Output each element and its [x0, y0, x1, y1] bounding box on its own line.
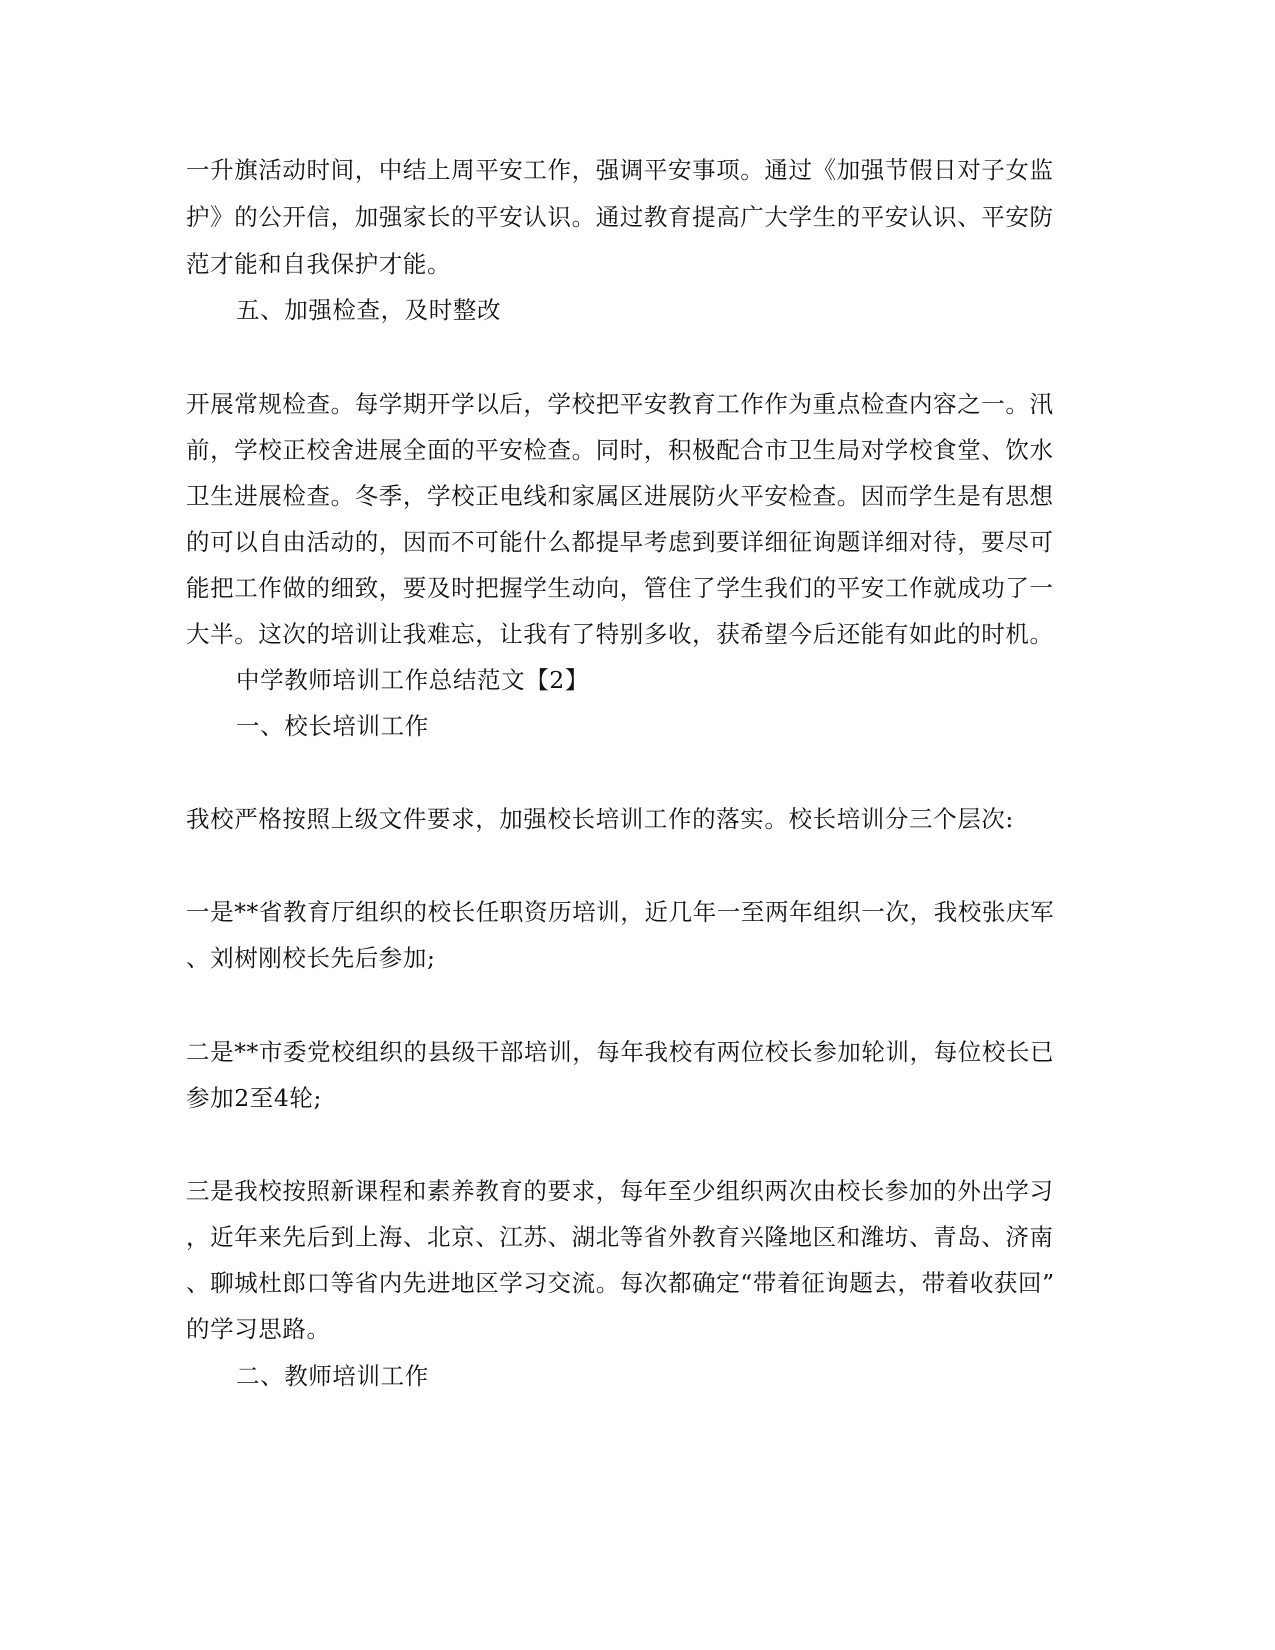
section-heading: 五、加强检查，及时整改 [236, 296, 502, 324]
body-text-line: 范才能和自我保护才能。 [186, 250, 452, 278]
body-text-line: 护》的公开信，加强家长的平安认识。通过教育提高广大学生的平安认识、平安防 [186, 203, 1054, 231]
section-heading: 二、教师培训工作 [236, 1362, 429, 1390]
body-text-line: ，近年来先后到上海、北京、江苏、湖北等省外教育兴隆地区和潍坊、青岛、济南 [186, 1223, 1054, 1251]
body-text-line: 三是我校按照新课程和素养教育的要求，每年至少组织两次由校长参加的外出学习 [186, 1177, 1054, 1205]
body-text-line: 我校严格按照上级文件要求，加强校长培训工作的落实。校长培训分三个层次: [186, 805, 1014, 833]
body-text-line: 参加2至4轮; [186, 1084, 323, 1112]
body-text-line: 大半。这次的培训让我难忘，让我有了特别多收，获希望今后还能有如此的时机。 [186, 620, 1054, 648]
body-text-line: 、聊城杜郎口等省内先进地区学习交流。每次都确定“带着征询题去，带着收获回” [186, 1269, 1055, 1297]
section-heading: 一、校长培训工作 [236, 712, 429, 740]
body-text-line: 一升旗活动时间，中结上周平安工作，强调平安事项。通过《加强节假日对子女监 [186, 156, 1054, 184]
body-text-line: 的学习思路。 [186, 1315, 331, 1343]
body-text-line: 开展常规检查。每学期开学以后，学校把平安教育工作作为重点检查内容之一。汛 [186, 390, 1054, 418]
article-title: 中学教师培训工作总结范文【2】 [236, 666, 589, 694]
body-text-line: 能把工作做的细致，要及时把握学生动向，管住了学生我们的平安工作就成功了一 [186, 574, 1054, 602]
body-text-line: 、刘树刚校长先后参加; [186, 944, 436, 972]
body-text-line: 的可以自由活动的，因而不可能什么都提早考虑到要详细征询题详细对待，要尽可 [186, 528, 1054, 556]
body-text-line: 前，学校正校舍进展全面的平安检查。同时，积极配合市卫生局对学校食堂、饮水 [186, 436, 1054, 464]
body-text-line: 一是**省教育厅组织的校长任职资历培训，近几年一至两年组织一次，我校张庆军 [186, 898, 1055, 926]
body-text-line: 卫生进展检查。冬季，学校正电线和家属区进展防火平安检查。因而学生是有思想 [186, 482, 1054, 510]
body-text-line: 二是**市委党校组织的县级干部培训，每年我校有两位校长参加轮训，每位校长已 [186, 1038, 1055, 1066]
